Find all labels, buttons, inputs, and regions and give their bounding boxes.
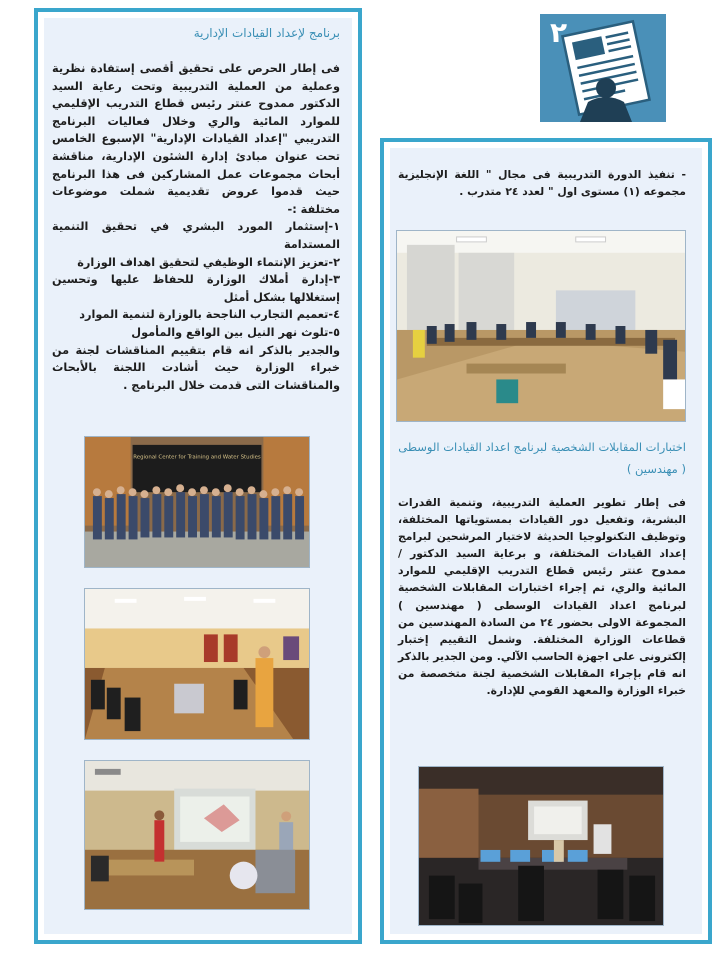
left-list-item-5: ٥-تلوث نهر النيل بين الواقع والمأمول: [131, 325, 340, 339]
left-article-body: [52, 60, 340, 394]
english-course-text: - تنفيذ الدورة التدريبية فى مجال " اللغة الإنجليزية مجموعه (١) مستوى اول " لعدد ٢٤ متدرب .: [398, 168, 686, 199]
interviews-title: اختبارات المقابلات الشخصية لبرنامج اعداد القيادات الوسطى ( مهندسين ): [398, 440, 686, 476]
left-closing-text: والجدير بالذكر انه قام بتقييم المناقشات لجنة من خبراء الوزارة حيث أشادت اللجنة بالأبحاث والمناقشات التى قدمت خلال البرنامج .: [52, 343, 340, 392]
section-number: ٢: [550, 16, 568, 49]
left-article-title: برنامج لإعداد القيادات الإدارية: [193, 26, 340, 40]
group-photo: [84, 436, 310, 568]
computer-lab-photo: [418, 766, 664, 926]
meeting-room-photo: [84, 588, 310, 740]
left-list-item-1: ١-إستثمار المورد البشري في تحقيق التنمية المستدامة: [52, 220, 340, 251]
interviews-body: فى إطار تطوير العملية التدريبية، وتنمية القدرات البشرية، وتفعيل دور القيادات بمستوياتها المختلفة، وتوظيف التكنولوجيا الحديثة لاختيار المرشحين لبرامج إعداد القيادات المختلفة، و برعاية السيد الدكتور / ممدوح عنتر رئيس قطاع التدريب الإقليمي للموارد المائية والري، تم إجراء اختبارات المقابلات الشخصية لبرنامج اعداد القيادات الوسطى ( مهندسين ) المجموعة الاولى بحضور ٢٤ من السادة المهندسين من قطاعات الوزارة المختلفة. وشمل التقييم إختبار إلكترونى على اجهزة الحاسب الآلي. ومن الجدير بالذكر انه قام بإجراء المقابلات الشخصية لجنة متخصصة من خبراء الوزارة والمعهد القومي للإدارة.: [398, 496, 686, 698]
classroom-photo: [396, 230, 686, 422]
left-list-item-4: ٤-تعميم التجارب الناجحة بالوزارة لتنمية الموارد: [79, 308, 340, 322]
presentation-photo: [84, 760, 310, 910]
left-list-item-3: ٣-إدارة أملاك الوزارة للحفاظ عليها وتحسين إستغلالها بشكل أمثل: [52, 273, 340, 304]
left-intro-text: فى إطار الحرص على تحقيق أقصى إستفادة نظرية وعملية من العملية التدريبية وتحت رعاية السيد الدكتور ممدوح عنتر رئيس قطاع التدريب الإقليمي للموارد المائية والري وخلال فعاليات البرنامج التدريبي "إعداد القيادات الإدارية" الإسبوع الخامس تحت عنوان مبادئ إدارة الشئون الإدارية، مناقشة أبحاث مجموعات عمل المشاركين فى هذا البرنامج حيث قدموا عروض تقديمية شملت موضوعات مختلفة :-: [52, 62, 340, 216]
left-list-item-2: ٢-تعزيز الإنتماء الوظيفي لتحقيق اهداف الوزارة: [77, 255, 340, 269]
section-number-badge: [540, 14, 666, 122]
banner-text: Regional Center for Training and Water Studies: [133, 454, 261, 461]
